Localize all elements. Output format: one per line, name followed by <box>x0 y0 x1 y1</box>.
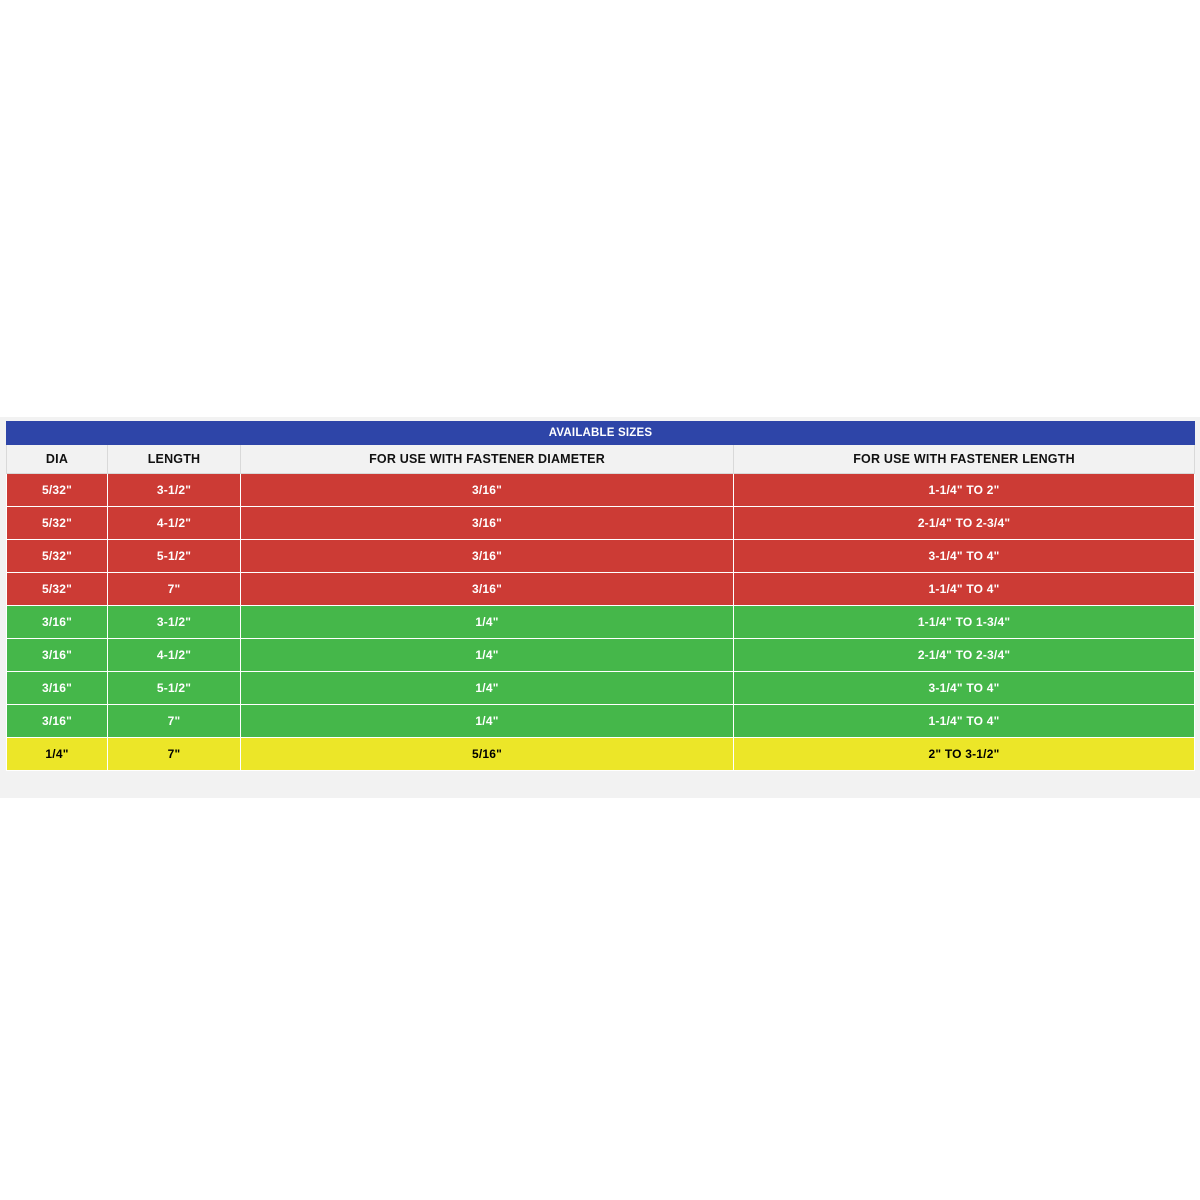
table-row <box>7 606 1195 639</box>
cell-fastener-length: 2-1/4" TO 2-3/4" <box>734 639 1195 672</box>
cell-fastener-length: 2" TO 3-1/2" <box>734 738 1195 771</box>
table-row <box>7 474 1195 507</box>
cell-fastener-diameter: 3/16" <box>241 540 734 573</box>
table-row <box>7 540 1195 573</box>
cell-dia: 3/16" <box>7 705 108 738</box>
cell-length: 5-1/2" <box>108 672 241 705</box>
column-header-fastener-diameter: FOR USE WITH FASTENER DIAMETER <box>241 445 734 474</box>
cell-dia: 5/32" <box>7 507 108 540</box>
table-title-row <box>7 422 1195 445</box>
cell-fastener-diameter: 1/4" <box>241 606 734 639</box>
cell-fastener-length: 1-1/4" TO 4" <box>734 705 1195 738</box>
cell-fastener-length: 3-1/4" TO 4" <box>734 672 1195 705</box>
column-header-dia: DIA <box>7 445 108 474</box>
table-row <box>7 639 1195 672</box>
cell-dia: 5/32" <box>7 573 108 606</box>
table-title: AVAILABLE SIZES <box>7 422 1195 445</box>
cell-fastener-diameter: 1/4" <box>241 639 734 672</box>
cell-length: 4-1/2" <box>108 507 241 540</box>
cell-fastener-length: 2-1/4" TO 2-3/4" <box>734 507 1195 540</box>
cell-dia: 3/16" <box>7 672 108 705</box>
cell-dia: 1/4" <box>7 738 108 771</box>
column-header-fastener-length: FOR USE WITH FASTENER LENGTH <box>734 445 1195 474</box>
cell-fastener-diameter: 3/16" <box>241 474 734 507</box>
cell-dia: 3/16" <box>7 639 108 672</box>
table-row <box>7 738 1195 771</box>
cell-fastener-diameter: 5/16" <box>241 738 734 771</box>
cell-dia: 5/32" <box>7 540 108 573</box>
table-header-row <box>7 445 1195 474</box>
table-body <box>7 474 1195 771</box>
cell-fastener-length: 1-1/4" TO 2" <box>734 474 1195 507</box>
table-row <box>7 573 1195 606</box>
cell-fastener-diameter: 3/16" <box>241 573 734 606</box>
cell-fastener-length: 1-1/4" TO 4" <box>734 573 1195 606</box>
available-sizes-table <box>6 421 1195 771</box>
table-row <box>7 705 1195 738</box>
cell-fastener-length: 1-1/4" TO 1-3/4" <box>734 606 1195 639</box>
table-row <box>7 672 1195 705</box>
cell-fastener-diameter: 3/16" <box>241 507 734 540</box>
cell-dia: 5/32" <box>7 474 108 507</box>
cell-length: 3-1/2" <box>108 606 241 639</box>
cell-length: 7" <box>108 705 241 738</box>
column-header-length: LENGTH <box>108 445 241 474</box>
cell-length: 5-1/2" <box>108 540 241 573</box>
available-sizes-chart <box>0 417 1200 798</box>
cell-fastener-diameter: 1/4" <box>241 705 734 738</box>
cell-length: 7" <box>108 573 241 606</box>
cell-fastener-length: 3-1/4" TO 4" <box>734 540 1195 573</box>
cell-length: 4-1/2" <box>108 639 241 672</box>
cell-dia: 3/16" <box>7 606 108 639</box>
cell-length: 3-1/2" <box>108 474 241 507</box>
cell-length: 7" <box>108 738 241 771</box>
table-row <box>7 507 1195 540</box>
cell-fastener-diameter: 1/4" <box>241 672 734 705</box>
